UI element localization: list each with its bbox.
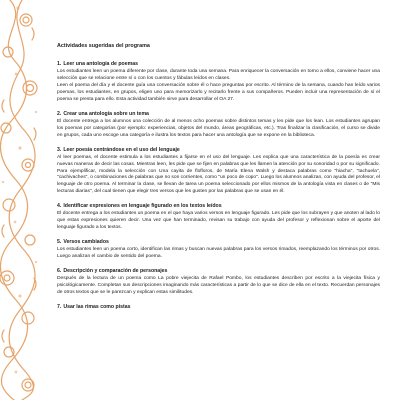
section-heading bbox=[57, 203, 380, 210]
paragraph: El docente entrega a los estudiantes un poema en el que haya varios versos en lenguaje figurado. Les pide que los subrayen y que anoten al lado lo que estas expresiones quieren decir. Una vez que han terminado, revisan su trabajo con ayuda del profesor y reflexionan sobre el aporte del lenguaje figurado a los textos. bbox=[57, 211, 380, 231]
activity-section bbox=[57, 111, 380, 140]
section-title: Leer una antología de poemas bbox=[63, 61, 138, 67]
activity-section bbox=[57, 304, 380, 311]
activity-section bbox=[57, 268, 380, 297]
page-title: Actividades sugeridas del programa bbox=[57, 43, 150, 49]
activity-section bbox=[57, 61, 380, 104]
section-title: Crear una antología sobre un tema bbox=[63, 110, 149, 117]
paragraph: Los estudiantes leen un poema corto, identifican las rimas y buscan nuevas palabras para los versos rimados, reemplazando los términos por otros. Luego analizan el cambio de sentido del poema. bbox=[57, 247, 380, 260]
section-title: Usar las rimas como pistas bbox=[63, 303, 131, 310]
document-body bbox=[57, 43, 380, 318]
section-number: 4. bbox=[57, 203, 62, 210]
paragraph: Al leer poemas, el docente estimula a los estudiantes a fijarse en el uso del lenguaje. Les explica que una característica de la poesía es crear nuevas maneras de decir las cosas. Mientras leen, les pide que se fijen en palabras que les llamen la atención por su sonoridad o por su significado. Para ejemplificar, modela la selección con Una cayita de flofloros, de María Elena Walsh y destaca palabras como "hiacha", "tachuela", "cachivaches", o combinaciones de palabras que no son corrientes, como "un poco de copo". Luego los alumnos analizan, con ayuda del profesor, el lenguaje de otro poema. Al terminar la clase, se llevan de tarea un poema seleccionado por ellos mismos de la antología vista en clases o de "Mis lecturas diarias", del cual tienen que elegir tres versos que les gusten por las palabras que se usan en él. bbox=[57, 154, 380, 195]
section-number: 7. bbox=[57, 303, 62, 310]
paragraph: Después de la lectura de un poema como La pobre viejecita de Rafael Pombo, los estudiantes describen por escrito a la viejecita física y psicológicamente. Completan sus descripciones imaginando más características a partir de lo que se dice de ella en el texto. Recuerdan personajes de otros textos que se le parezcan y explican estas similitudes. bbox=[57, 276, 380, 296]
paragraph: Leen el poema del día y el docente guía una conversación sobre él o hace preguntas por escrito. Al término de la semana, cuando han leído varios poemas, los estudiantes, en grupos, eligen uno para memorizarlo y recitarlo frente a sus compañeros. Pueden incluir una representación de sí el poema se presta para ello. Esta actividad también sirve para desarrollar el OA 27. bbox=[57, 82, 380, 102]
section-number: 5. bbox=[57, 239, 62, 246]
activity-section bbox=[57, 239, 380, 261]
section-heading bbox=[57, 147, 380, 154]
activity-section bbox=[57, 203, 380, 232]
section-heading bbox=[57, 268, 380, 275]
section-heading bbox=[57, 61, 380, 68]
activity-section bbox=[57, 147, 380, 197]
section-title: Leer poesía centrándose en el uso del lenguaje bbox=[63, 146, 180, 153]
decorative-swirl-border bbox=[0, 0, 40, 400]
section-title: Identificar expresiones en lenguaje figurado en los textos leídos bbox=[63, 203, 222, 210]
section-title: Descripción y comparación de personajes bbox=[63, 268, 168, 275]
section-number: 6. bbox=[57, 268, 62, 275]
section-number: 2. bbox=[57, 110, 62, 117]
section-heading bbox=[57, 239, 380, 246]
section-title: Versos cambiados bbox=[63, 239, 109, 246]
paragraph: El docente entrega a los alumnos una colección de al menos ocho poemas sobre distintos temas y les pide que los lean. Los estudiantes agrupan los poemas por categorías (por ejemplo: experiencias, objetos del mundo, áreas geográficas, etc.). Tras finalizar la clasificación, el curso se divide en grupos, cada uno escoge una categoría e ilustra los textos para hacer una antología que se expone en la biblioteca. bbox=[57, 118, 380, 138]
section-number: 1. bbox=[57, 61, 62, 67]
section-heading bbox=[57, 304, 380, 311]
paragraph: Los estudiantes leen un poema diferente por clase, durante toda una semana. Para enriquecer la conversación en torno a ellos, conviene hacer una selección que se relacione entre sí o con los cuentos y fábulas leídos en clases. bbox=[57, 69, 380, 81]
section-heading bbox=[57, 111, 380, 118]
section-number: 3. bbox=[57, 146, 62, 153]
